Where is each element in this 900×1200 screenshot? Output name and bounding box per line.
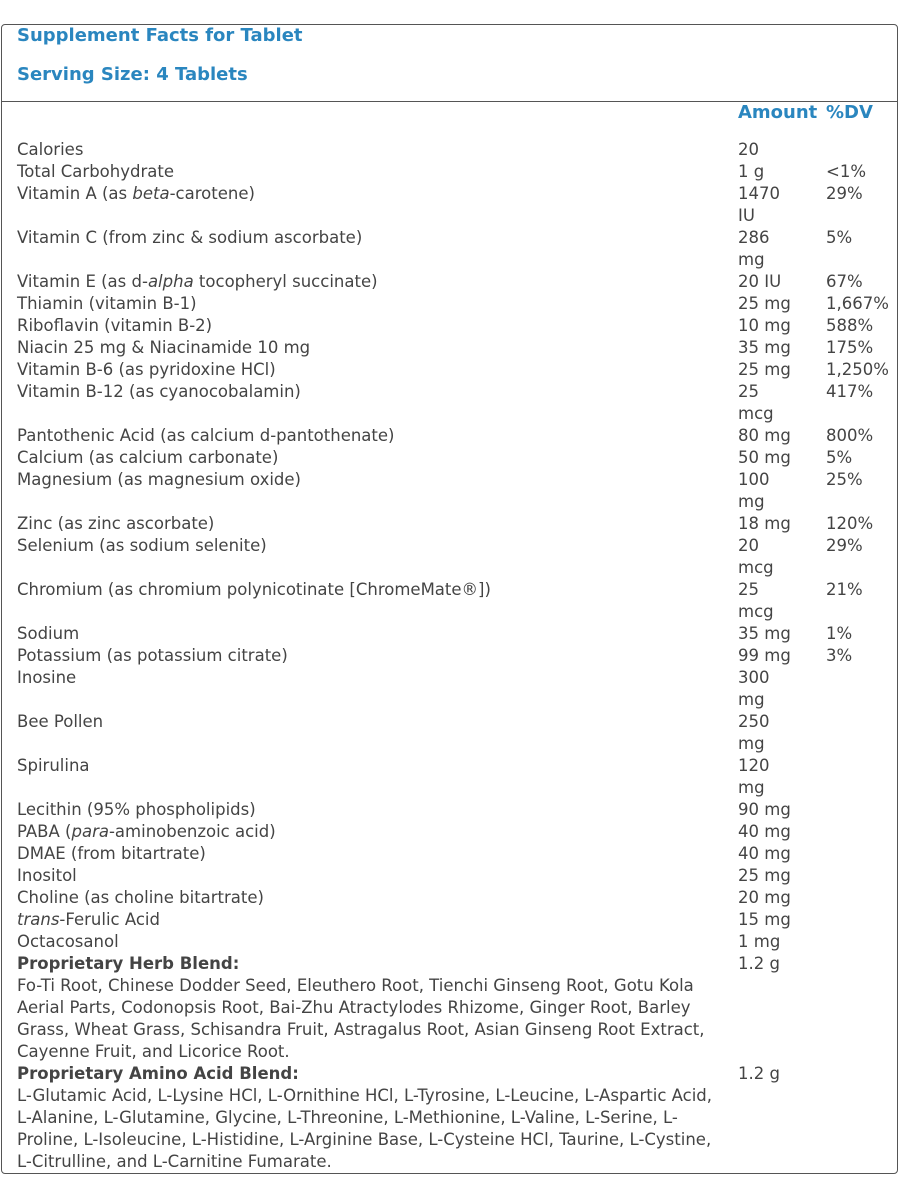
nutrient-amount: 286 mg: [738, 228, 770, 269]
nutrient-row: [2, 843, 897, 865]
nutrient-name: Potassium (as potassium citrate): [17, 646, 288, 665]
nutrient-dv: 175%: [826, 338, 874, 357]
nutrient-dv: 5%: [826, 228, 853, 247]
nutrient-row: [2, 909, 897, 931]
nutrient-dv: 1%: [826, 624, 853, 643]
nutrient-dv: 67%: [826, 272, 863, 291]
nutrient-name: Vitamin C (from zinc & sodium ascorbate): [17, 228, 363, 247]
blend-row: [2, 953, 897, 1063]
nutrient-dv: 800%: [826, 426, 874, 445]
nutrient-amount: 250 mg: [738, 712, 770, 753]
nutrient-amount: 50 mg: [738, 448, 791, 467]
nutrient-amount: 120 mg: [738, 756, 770, 797]
nutrient-row: [2, 315, 897, 337]
nutrient-row: [2, 447, 897, 469]
nutrient-row: [2, 535, 897, 579]
blend-row: [2, 1063, 897, 1173]
nutrient-name: Chromium (as chromium polynicotinate [ChromeMate®]): [17, 580, 491, 599]
serving-size: Serving Size: 4 Tablets: [17, 64, 248, 85]
nutrient-row: [2, 337, 897, 359]
nutrient-row: [2, 865, 897, 887]
nutrient-name: Vitamin A (as beta-carotene): [17, 184, 255, 203]
nutrient-amount: 1 mg: [738, 932, 781, 951]
nutrient-name: Thiamin (vitamin B-1): [17, 294, 197, 313]
nutrient-name: Selenium (as sodium selenite): [17, 536, 267, 555]
nutrient-name: Calories: [17, 140, 84, 159]
nutrient-dv: 3%: [826, 646, 853, 665]
nutrient-dv: 417%: [826, 382, 874, 401]
blend-title: Proprietary Amino Acid Blend:: [17, 1064, 299, 1083]
nutrient-dv: 588%: [826, 316, 874, 335]
nutrient-amount: 18 mg: [738, 514, 791, 533]
nutrient-amount: 25 mcg: [738, 382, 774, 423]
nutrient-row: [2, 227, 897, 271]
nutrient-name: Riboflavin (vitamin B-2): [17, 316, 213, 335]
nutrient-dv: 21%: [826, 580, 863, 599]
nutrient-name: Zinc (as zinc ascorbate): [17, 514, 215, 533]
nutrient-name: trans-Ferulic Acid: [17, 910, 160, 929]
nutrient-row: [2, 469, 897, 513]
nutrient-amount: 1470 IU: [738, 184, 780, 225]
nutrient-amount: 25 mcg: [738, 580, 774, 621]
nutrient-row: [2, 161, 897, 183]
nutrient-row: [2, 711, 897, 755]
nutrient-name: Vitamin B-12 (as cyanocobalamin): [17, 382, 301, 401]
nutrient-dv: <1%: [826, 162, 867, 181]
nutrient-name: Pantothenic Acid (as calcium d-pantothenate): [17, 426, 395, 445]
nutrient-dv: 1,667%: [826, 294, 889, 313]
nutrient-name: Magnesium (as magnesium oxide): [17, 470, 301, 489]
nutrient-amount: 10 mg: [738, 316, 791, 335]
nutrient-row: [2, 623, 897, 645]
nutrient-name: Vitamin B-6 (as pyridoxine HCl): [17, 360, 276, 379]
nutrient-dv: 29%: [826, 536, 863, 555]
nutrient-amount: 25 mg: [738, 294, 791, 313]
nutrient-amount: 100 mg: [738, 470, 770, 511]
nutrient-row: [2, 931, 897, 953]
nutrient-row: [2, 183, 897, 227]
nutrient-dv: 29%: [826, 184, 863, 203]
blend-amount: 1.2 g: [738, 954, 780, 973]
nutrient-amount: 40 mg: [738, 822, 791, 841]
nutrient-amount: 99 mg: [738, 646, 791, 665]
nutrient-name: Bee Pollen: [17, 712, 104, 731]
nutrient-row: [2, 425, 897, 447]
nutrient-row: [2, 139, 897, 161]
amount-column-header: Amount: [738, 102, 818, 123]
nutrient-amount: 20 IU: [738, 272, 782, 291]
nutrient-row: [2, 645, 897, 667]
nutrient-name: Spirulina: [17, 756, 90, 775]
nutrient-amount: 25 mg: [738, 360, 791, 379]
nutrient-row: [2, 513, 897, 535]
nutrient-row: [2, 359, 897, 381]
nutrient-row: [2, 381, 897, 425]
nutrient-name: Inositol: [17, 866, 77, 885]
nutrient-name: Choline (as choline bitartrate): [17, 888, 264, 907]
nutrient-name: Calcium (as calcium carbonate): [17, 448, 279, 467]
nutrient-name: Inosine: [17, 668, 77, 687]
nutrient-amount: 90 mg: [738, 800, 791, 819]
nutrient-row: [2, 579, 897, 623]
nutrient-name: Total Carbohydrate: [17, 162, 174, 181]
blend-amount: 1.2 g: [738, 1064, 780, 1083]
nutrient-row: [2, 271, 897, 293]
nutrient-name: Lecithin (95% phospholipids): [17, 800, 256, 819]
nutrient-amount: 25 mg: [738, 866, 791, 885]
nutrient-amount: 40 mg: [738, 844, 791, 863]
nutrient-dv: 1,250%: [826, 360, 889, 379]
blend-title: Proprietary Herb Blend:: [17, 954, 240, 973]
nutrient-name: Octacosanol: [17, 932, 119, 951]
nutrient-dv: 5%: [826, 448, 853, 467]
nutrient-amount: 300 mg: [738, 668, 770, 709]
nutrient-dv: 120%: [826, 514, 874, 533]
dv-column-header: %DV: [826, 102, 873, 123]
nutrient-amount: 15 mg: [738, 910, 791, 929]
nutrient-name: DMAE (from bitartrate): [17, 844, 206, 863]
blend-ingredients: Fo-Ti Root, Chinese Dodder Seed, Eleuthero Root, Tienchi Ginseng Root, Gotu Kola Aerial Parts, Codonopsis Root, Bai-Zhu Atractylodes Rhizome, Ginger Root, Barley Grass, Wheat Grass, Schisandra Fruit, Astragalus Root, Asian Ginseng Root Extract, Cayenne Fruit, and Licorice Root.: [17, 976, 705, 1061]
nutrient-table: [2, 139, 897, 1173]
nutrient-amount: 1 g: [738, 162, 765, 181]
nutrient-name: Niacin 25 mg & Niacinamide 10 mg: [17, 338, 311, 357]
supplement-facts-panel: [1, 24, 898, 1174]
nutrient-row: [2, 755, 897, 799]
nutrient-row: [2, 821, 897, 843]
nutrient-amount: 35 mg: [738, 338, 791, 357]
nutrient-name: PABA (para-aminobenzoic acid): [17, 822, 276, 841]
blend-ingredients: L-Glutamic Acid, L-Lysine HCl, L-Ornithine HCl, L-Tyrosine, L-Leucine, L-Aspartic Acid, L-Alanine, L-Glutamine, Glycine, L-Threonine, L-Methionine, L-Valine, L-Serine, L-Proline, L-Isoleucine, L-Histidine, L-Arginine Base, L-Cysteine HCl, Taurine, L-Cystine, L-Citrulline, and L-Carnitine Fumarate.: [17, 1086, 713, 1171]
facts-header: [2, 25, 897, 102]
nutrient-row: [2, 293, 897, 315]
facts-title: Supplement Facts for Tablet: [17, 25, 303, 46]
nutrient-row: [2, 887, 897, 909]
blend-name: [17, 953, 717, 1063]
nutrient-amount: 80 mg: [738, 426, 791, 445]
nutrient-dv: 25%: [826, 470, 863, 489]
nutrient-name: Sodium: [17, 624, 80, 643]
nutrient-amount: 20 mg: [738, 888, 791, 907]
nutrient-amount: 20 mcg: [738, 536, 774, 577]
blend-name: [17, 1063, 717, 1173]
nutrient-amount: 35 mg: [738, 624, 791, 643]
nutrient-name: Vitamin E (as d-alpha tocopheryl succinate): [17, 272, 378, 291]
nutrient-amount: 20: [738, 140, 759, 159]
nutrient-row: [2, 799, 897, 821]
nutrient-row: [2, 667, 897, 711]
